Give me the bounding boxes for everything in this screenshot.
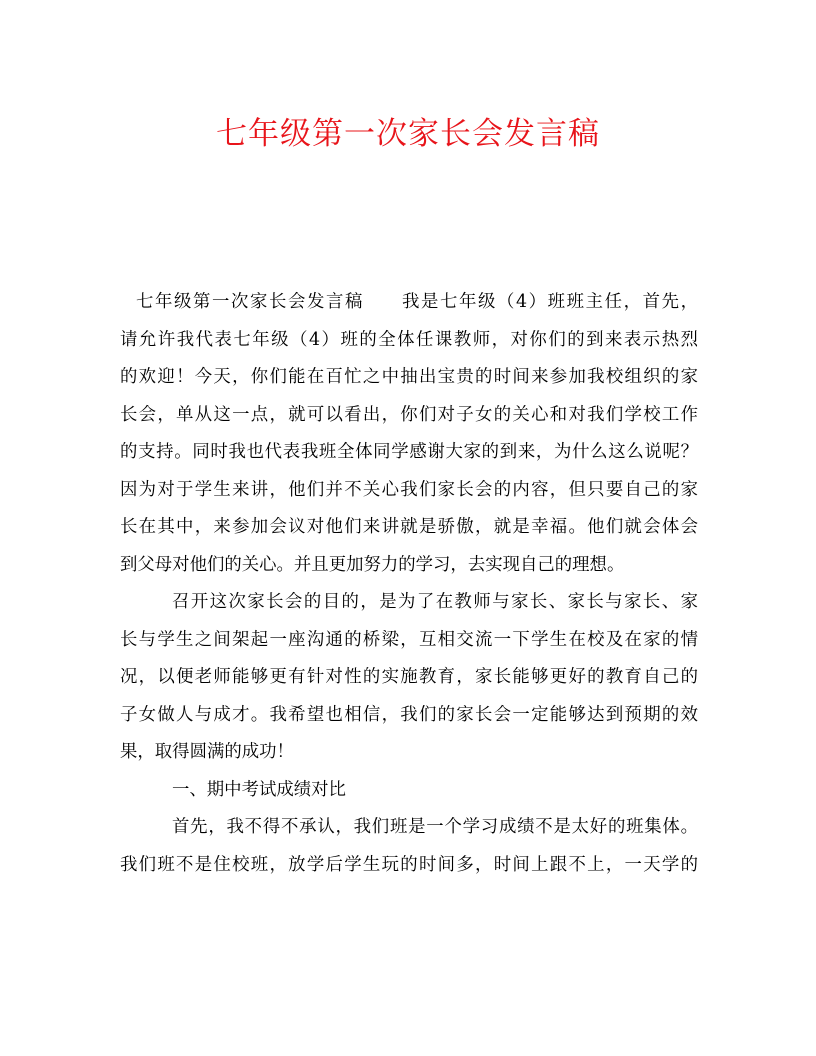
section-heading: 一、期中考试成绩对比 [172, 779, 346, 800]
paragraph-line: 请允许我代表七年级（4）班的全体任课教师，对你们的到来表示热烈 [120, 329, 698, 350]
paragraph-line: 长会，单从这一点，就可以看出，你们对子女的关心和对我们学校工作 [120, 404, 698, 425]
paragraph-line: 召开这次家长会的目的，是为了在教师与家长、家长与家长、家 [172, 592, 698, 612]
paragraph-line: 的支持。同时我也代表我班全体同学感谢大家的到来，为什么这么说呢？ [120, 442, 698, 462]
paragraph-line: 况，以便老师能够更有针对性的实施教育，家长能够更好的教育自己的 [120, 667, 698, 687]
paragraph-line: 到父母对他们的关心。并且更加努力的学习，去实现自己的理想。 [120, 554, 625, 575]
paragraph-line: 的欢迎！今天，你们能在百忙之中抽出宝贵的时间来参加我校组织的家 [120, 367, 698, 387]
paragraph-line: 首先，我不得不承认，我们班是一个学习成绩不是太好的班集体。 [172, 817, 698, 837]
paragraph-line: 长与学生之间架起一座沟通的桥梁，互相交流一下学生在校及在家的情 [120, 629, 698, 650]
document-body [120, 284, 698, 884]
paragraph-line: 因为对于学生来讲，他们并不关心我们家长会的内容，但只要自己的家 [120, 479, 698, 500]
document-title: 七年级第一次家长会发言稿 [216, 116, 600, 152]
paragraph-line: 子女做人与成才。我希望也相信，我们的家长会一定能够达到预期的效 [120, 704, 698, 725]
paragraph-line: 长在其中，来参加会议对他们来讲就是骄傲，就是幸福。他们就会体会 [120, 517, 698, 537]
paragraph-line: 我们班不是住校班，放学后学生玩的时间多，时间上跟不上，一天学的 [120, 854, 698, 875]
paragraph-line: 七年级第一次家长会发言稿 我是七年级（4）班班主任，首先， [136, 292, 698, 312]
paragraph-line: 果，取得圆满的成功！ [120, 742, 294, 762]
